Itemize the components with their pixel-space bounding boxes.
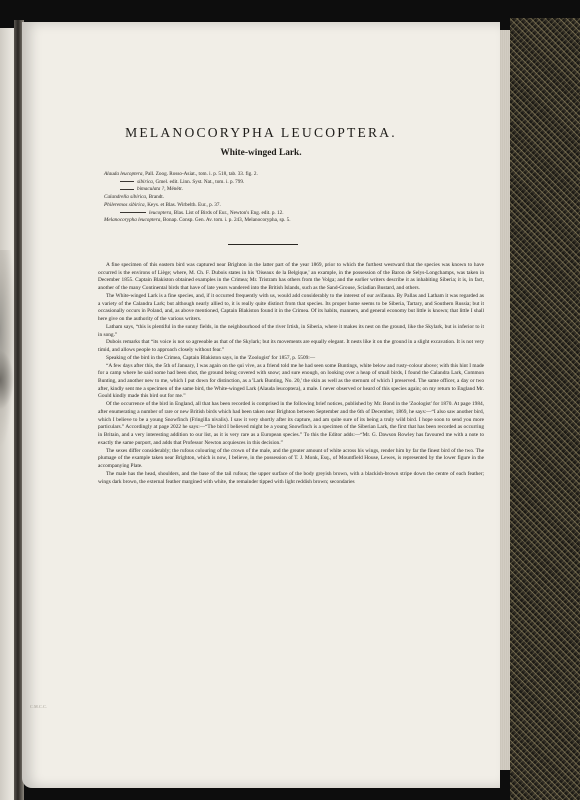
section-divider <box>228 244 298 245</box>
paragraph: The sexes differ considerably; the rufous colouring of the crown of the male, and the greater amount of white across his wings, render him by far the finest bird of the two. The plumage of the example taken near Brighton, which is now, I believe, in the possession of T. J. Monk, Esq., of Mountfield House, Lewes, is represented by the lower figure in the accompanying Plate. <box>98 447 484 470</box>
paragraph: Latham says, “this is plentiful in the sunny fields, in the neighbourhood of the river Irtish, in Siberia, where it makes its nest on the ground, like the Skylark, but is inferior to it in song.” <box>98 323 484 338</box>
synonym-entry: Calandrella sibirica, Brandt. <box>104 194 165 201</box>
paragraph: The White-winged Lark is a fine species, and, if it occurred frequently with us, would add considerably to the interest of our avifauna. By Pallas and Latham it was regarded as a variety of the Calandra Lark; but although nearly allied to, it is really quite distinct from that species. Its proper home seems to be Siberia, Tartary, and Southern Russia; but it occasionally occurs in Poland, and, as above mentioned, Captain Blakiston found it in the Crimea. Of its habits, manners, and general economy but little is known; that little I shall here give on the authority of the various writers. <box>98 292 484 323</box>
paragraph: A fine specimen of this eastern bird was captured near Brighton in the latter part of the year 1869, prior to which the furthest westward that the species was known to have occurred is the environs of Liège; where, M. Ch. F. Dubois states in his 'Oiseaux de la Belgique,' an example, in the possession of the Baron de Selys-Longchamps, was taken in December 1855. Captain Blakiston obtained examples in the Crimea; Mr. Tristram has others from the Volga; and the earlier writers describe it as inhabiting Siberia; it is, in fact, another of the many Continental birds that have of late years wandered into the British Islands, such as the Sand-Grouse, Sciadian Bustard, and others. <box>98 262 484 292</box>
paragraph: The male has the head, shoulders, and the base of the tail rufous; the upper surface of the body greyish brown, with a blackish-brown stripe down the centre of each feather; wings dark brown, the external feather margined with white, the remainder tipped with light reddish brown; secondaries <box>98 470 484 485</box>
body-text <box>98 262 484 486</box>
margin-note: C.M.C.C. <box>30 704 48 709</box>
paragraph: “A few days after this, the 5th of January, I was again on the qui vive, as a friend told me he had seen some Buntings, white below and rusty-colour above; with this hint I made for a camp where he said some had been shot, the ground being covered with snow; and sure enough, on looking over a heap of small birds, I found the Calandra Lark, Common Bunting, and another new to me, which I put down for distinction, as a 'Lark Bunting, No. 20,' the skin as well as the sternum of which I preserved. The same officer, a day or two after, kindly sent me a specimen of the same bird, the White-winged Lark (Alauda leucoptera), a male. I never observed or heard of this species again; on my return to England Mr. Gould kindly made this bird out for me.” <box>98 362 484 400</box>
paragraph: Dubois remarks that “its voice is not so agreeable as that of the Skylark; but its movements are equally elegant. It nests like it on the ground in a slight excavation. It is not very timid, and allows people to approach closely without fear.” <box>98 339 484 354</box>
paragraph: Of the occurrence of the bird in England, all that has been recorded is comprised in the following brief notices, published by Mr. Bond in the 'Zoologist' for 1870. At page 1984, after enumerating a number of rare or new British birds which had been taken near Brighton between September and the 6th of December, 1869, he says:—“I also saw another bird, which I believe to be a young Snowfinch (Fringilla nivalis). I saw it very shortly after its capture, and am quite sure of its being a truly wild bird. I hope soon to send you more particulars.” Accordingly at page 2022 he says:—“The bird I believed might be a young Snowfinch is a specimen of the Siberian Lark, the first that has been recorded as occurring in Britain, and a very interesting addition to our list, as it is very rare as a European species.” To this the Editor adds:—“Mr. G. Dawson Rowley has favoured me with a note to exactly the same purport, and adds that Professor Newton acquiesces in this decision.” <box>98 401 484 446</box>
synonym-entry: Alauda leucoptera, Pall. Zoog. Rosso-Asiat., tom. i. p. 518, tab. 33. fig. 2. <box>104 171 258 177</box>
synonym-entry: Phileremos sibirica, Keys. et Blas. Wirbelth. Eur., p. 37. <box>104 201 221 208</box>
page-subtitle: White-winged Lark. <box>220 148 302 158</box>
synonym-entry: bimaculata ?, Ménétr. <box>104 186 484 194</box>
synonymy-list <box>104 171 484 225</box>
synonym-entry: Melanocorypha leucoptera, Bonap. Consp. Gen. Av. tom. i. p. 243, Melanocorypha, sp. 5. <box>104 217 291 224</box>
facing-plate-illustration-detail <box>0 350 14 410</box>
page-title: MELANOCORYPHA LEUCOPTERA. <box>125 125 397 140</box>
marbled-cover <box>510 18 580 800</box>
synonym-entry: leucoptera, Blas. List of Birds of Eur., Newton's Eng. edit. p. 12. <box>104 210 484 218</box>
synonym-entry: sibirica, Gmel. edit. Linn. Syst. Nat., tom. i. p. 799. <box>104 179 484 187</box>
paragraph: Speaking of the bird in the Crimea, Captain Blakiston says, in the 'Zoologist' for 1857, p. 5509:— <box>106 354 316 361</box>
